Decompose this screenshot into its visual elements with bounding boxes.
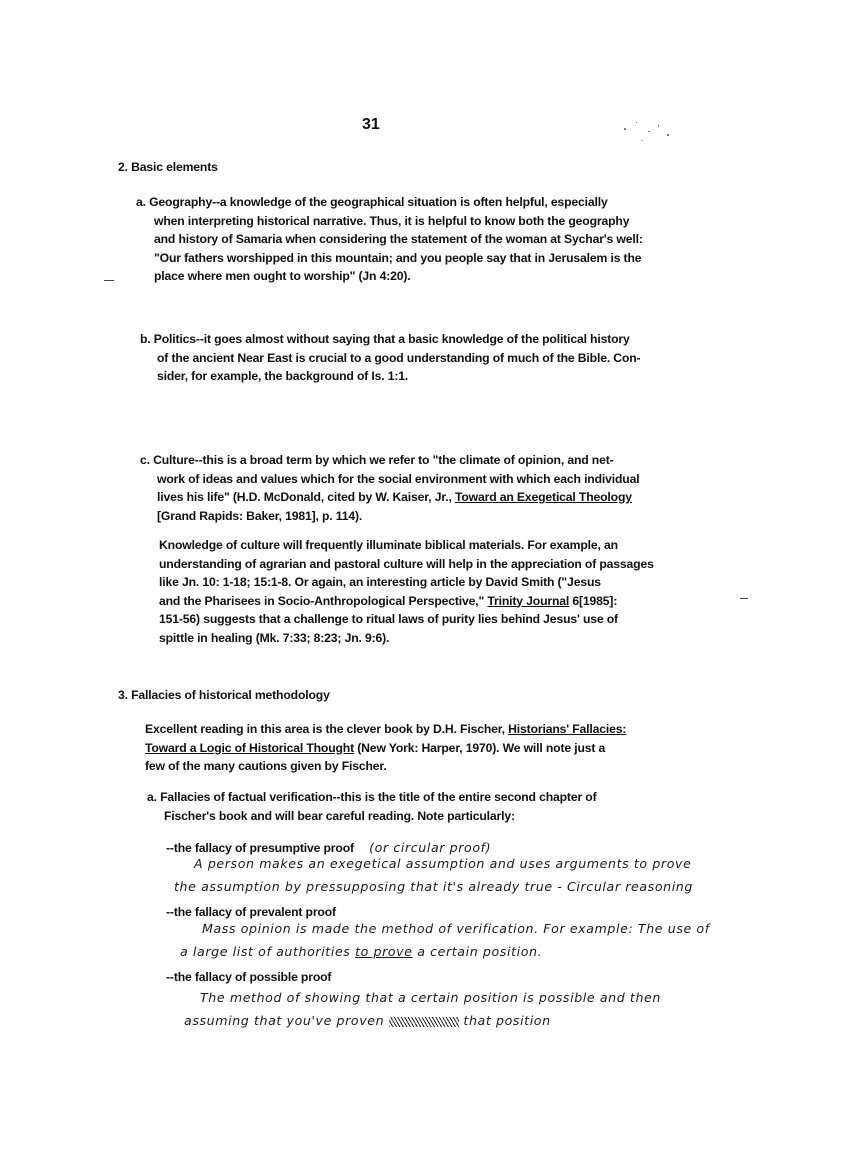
handwritten-line: Mass opinion is made the method of verification. For example: The use of — [202, 921, 710, 936]
handwritten-line — [180, 940, 710, 963]
text-span: a large list of authorities — [180, 944, 356, 959]
text-line: Knowledge of culture will frequently illuminate biblical materials. For example, an — [159, 538, 618, 552]
text-line — [159, 592, 654, 611]
handwritten-note — [174, 852, 693, 898]
text-line — [140, 488, 639, 507]
text-span: lives his life" (H.D. McDonald, cited by W. Kaiser, Jr., — [157, 490, 455, 504]
paragraph-factual-verification — [147, 788, 597, 825]
text-line: sider, for example, the background of Is. 1:1. — [157, 369, 409, 383]
page-number: 31 — [362, 116, 380, 133]
speckle — [636, 122, 637, 123]
handwritten-note — [180, 917, 710, 963]
book-title: Toward an Exegetical Theology — [454, 490, 632, 504]
text-line: Fischer's book and will bear careful reading. Note particularly: — [164, 808, 515, 823]
underlined-phrase: to prove — [355, 944, 413, 959]
text-line — [145, 739, 626, 758]
text-span: that position — [458, 1013, 551, 1028]
text-line: like Jn. 10: 1-18; 15:1-8. Or again, an interesting article by David Smith ("Jesus — [159, 575, 601, 589]
text-span: a certain position. — [412, 944, 543, 959]
paragraph-politics — [140, 330, 640, 386]
text-line: "Our fathers worshipped in this mountain; and you people say that in Jerusalem is the — [154, 250, 642, 265]
speckle — [624, 128, 626, 130]
text-span: and the Pharisees in Socio-Anthropological Perspective," — [159, 593, 488, 608]
text-span: (New York: Harper, 1970). We will note just a — [354, 740, 606, 755]
section-heading: 2. Basic elements — [118, 160, 218, 174]
fallacy-label: --the fallacy of possible proof — [166, 970, 332, 984]
handwritten-note — [184, 986, 661, 1032]
text-line: few of the many cautions given by Fischer. — [145, 759, 387, 773]
section-heading: 3. Fallacies of historical methodology — [118, 688, 330, 702]
speckle — [648, 131, 650, 132]
margin-mark — [104, 280, 114, 281]
fallacy-label: --the fallacy of prevalent proof — [166, 905, 336, 919]
text-line: b. Politics--it goes almost without saying that a basic knowledge of the political history — [140, 332, 630, 346]
text-line: place where men ought to worship" (Jn 4:20). — [154, 269, 411, 283]
speckle — [658, 125, 659, 127]
text-line: c. Culture--this is a broad term by which we refer to "the climate of opinion, and net- — [140, 453, 614, 467]
text-line: spittle in healing (Mk. 7:33; 8:23; Jn. 9:6). — [159, 630, 390, 645]
text-span: Excellent reading in this area is the clever book by D.H. Fischer, — [145, 722, 509, 736]
text-line: understanding of agrarian and pastoral culture will help in the appreciation of passages — [159, 556, 654, 571]
paragraph-culture — [140, 451, 639, 525]
paragraph-culture-example — [159, 536, 654, 647]
text-span: assuming that you've proven — [184, 1013, 389, 1028]
paragraph-geography — [136, 193, 643, 286]
handwritten-line: the assumption by pressupposing that it's already true - Circular reasoning — [174, 879, 693, 894]
paragraph-fallacies-intro — [145, 720, 626, 776]
book-title: Toward a Logic of Historical Thought — [145, 740, 355, 755]
margin-mark — [740, 598, 748, 599]
speckle — [667, 134, 669, 136]
speckle — [642, 140, 643, 141]
text-line: of the ancient Near East is crucial to a good understanding of much of the Bible. Con- — [157, 350, 641, 365]
fallacy-possible-proof — [166, 968, 331, 987]
text-line: [Grand Rapids: Baker, 1981], p. 114). — [157, 508, 363, 523]
text-line: a. Geography--a knowledge of the geographical situation is often helpful, especially — [136, 195, 608, 209]
text-line: 151-56) suggests that a challenge to ritual laws of purity lies behind Jesus' use of — [159, 612, 618, 626]
text-line: a. Fallacies of factual verification--this is the title of the entire second chapter of — [147, 790, 597, 804]
text-span: 6[1985]: — [569, 593, 618, 608]
fallacy-label: --the fallacy of presumptive proof — [166, 841, 354, 855]
text-line: and history of Samaria when considering the statement of the woman at Sychar's well: — [154, 232, 643, 246]
crossed-out-scribble — [389, 1017, 459, 1027]
handwritten-line: The method of showing that a certain position is possible and then — [200, 990, 661, 1005]
journal-title: Trinity Journal — [487, 593, 570, 608]
handwritten-note: (or circular proof) — [369, 840, 492, 855]
text-line: when interpreting historical narrative. Thus, it is helpful to know both the geography — [154, 213, 630, 228]
handwritten-line — [184, 1009, 661, 1032]
text-line — [145, 720, 626, 739]
book-title: Historians' Fallacies: — [508, 722, 627, 736]
handwritten-line: A person makes an exegetical assumption and uses arguments to prove — [194, 856, 692, 871]
text-line: work of ideas and values which for the social environment with which each individual — [157, 471, 640, 486]
